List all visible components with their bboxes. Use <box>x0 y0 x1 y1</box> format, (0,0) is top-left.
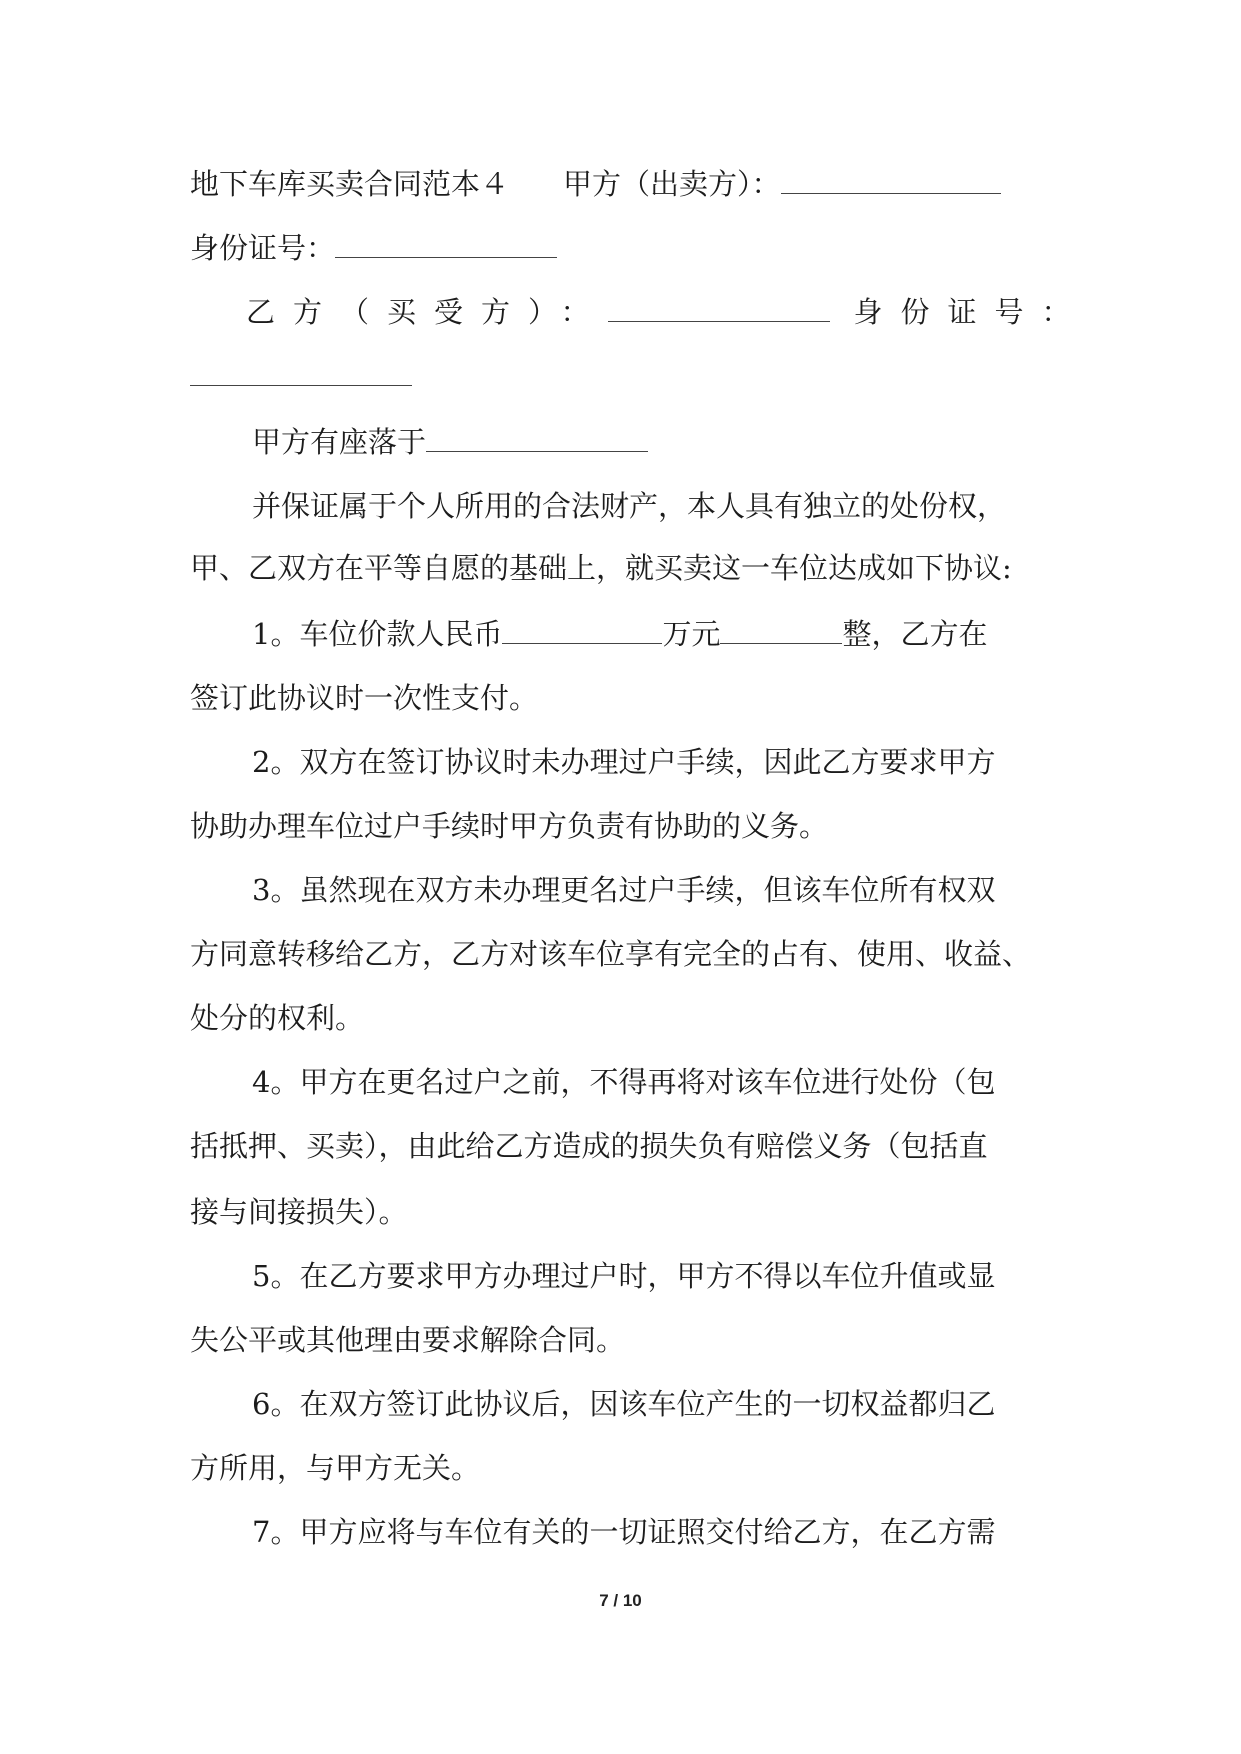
clause-3-line-1: 3。虽然现在双方未办理更名过户手续，但该车位所有权双 <box>252 873 996 907</box>
intro-line-1: 并保证属于个人所用的合法财产，本人具有独立的处份权， <box>252 489 1007 523</box>
clause-2-line-1: 2。双方在签订协议时未办理过户手续，因此乙方要求甲方 <box>252 745 996 779</box>
party-b-line <box>190 292 1089 332</box>
party-b-label: 乙方（买受方）： <box>246 295 608 329</box>
intro-line-2: 甲、乙双方在平等自愿的基础上，就买卖这一车位达成如下协议: <box>190 551 1012 585</box>
clause-4-line-1: 4。甲方在更名过户之前，不得再将对该车位进行处份（包 <box>252 1065 996 1099</box>
party-a-id-line <box>190 228 1050 268</box>
party-b-blank <box>608 295 830 322</box>
clause-4-line-3: 接与间接损失）。 <box>190 1195 408 1229</box>
party-b-id-label: 身份证号： <box>853 295 1089 329</box>
location-label: 甲方有座落于 <box>252 425 427 459</box>
party-b-id-line <box>190 356 1050 396</box>
location-blank <box>426 425 648 452</box>
clause-4-line-2: 括抵押、买卖），由此给乙方造成的损失负有赔偿义务（包括直 <box>190 1129 988 1163</box>
clause-5-line-1: 5。在乙方要求甲方办理过户时，甲方不得以车位升值或显 <box>252 1259 996 1293</box>
clause-1-text-b: 万元 <box>662 617 721 651</box>
clause-1-line-2: 签订此协议时一次性支付。 <box>190 681 539 715</box>
clause-2-line-2: 协助办理车位过户手续时甲方负责有协助的义务。 <box>190 809 829 843</box>
clause-1-text-a: 1。车位价款人民币 <box>252 617 503 651</box>
party-a-id-blank <box>335 231 557 258</box>
clause-6-line-2: 方所用，与甲方无关。 <box>190 1451 481 1485</box>
clause-1-text-c: 整，乙方在 <box>842 617 988 651</box>
party-b-id-blank <box>190 359 412 386</box>
clause-6-line-1: 6。在双方签订此协议后，因该车位产生的一切权益都归乙 <box>252 1387 996 1421</box>
location-line <box>190 422 1050 462</box>
page-number: 7 / 10 <box>599 1591 642 1610</box>
clause-3-line-3: 处分的权利。 <box>190 1001 365 1035</box>
price-detail-blank <box>720 617 842 644</box>
title-line <box>190 164 1050 204</box>
document-title: 地下车库买卖合同范本４ <box>190 167 510 201</box>
clause-7-line-1: 7。甲方应将与车位有关的一切证照交付给乙方，在乙方需 <box>252 1515 996 1549</box>
party-a-blank <box>781 167 1001 194</box>
clause-5-line-2: 失公平或其他理由要求解除合同。 <box>190 1323 626 1357</box>
price-blank <box>502 617 662 644</box>
party-a-label: 甲方（出卖方）： <box>563 167 781 201</box>
clause-1-line-1 <box>190 614 1050 654</box>
clause-3-line-2: 方同意转移给乙方，乙方对该车位享有完全的占有、使用、收益、 <box>190 937 1032 971</box>
party-a-id-label: 身份证号： <box>190 231 336 265</box>
